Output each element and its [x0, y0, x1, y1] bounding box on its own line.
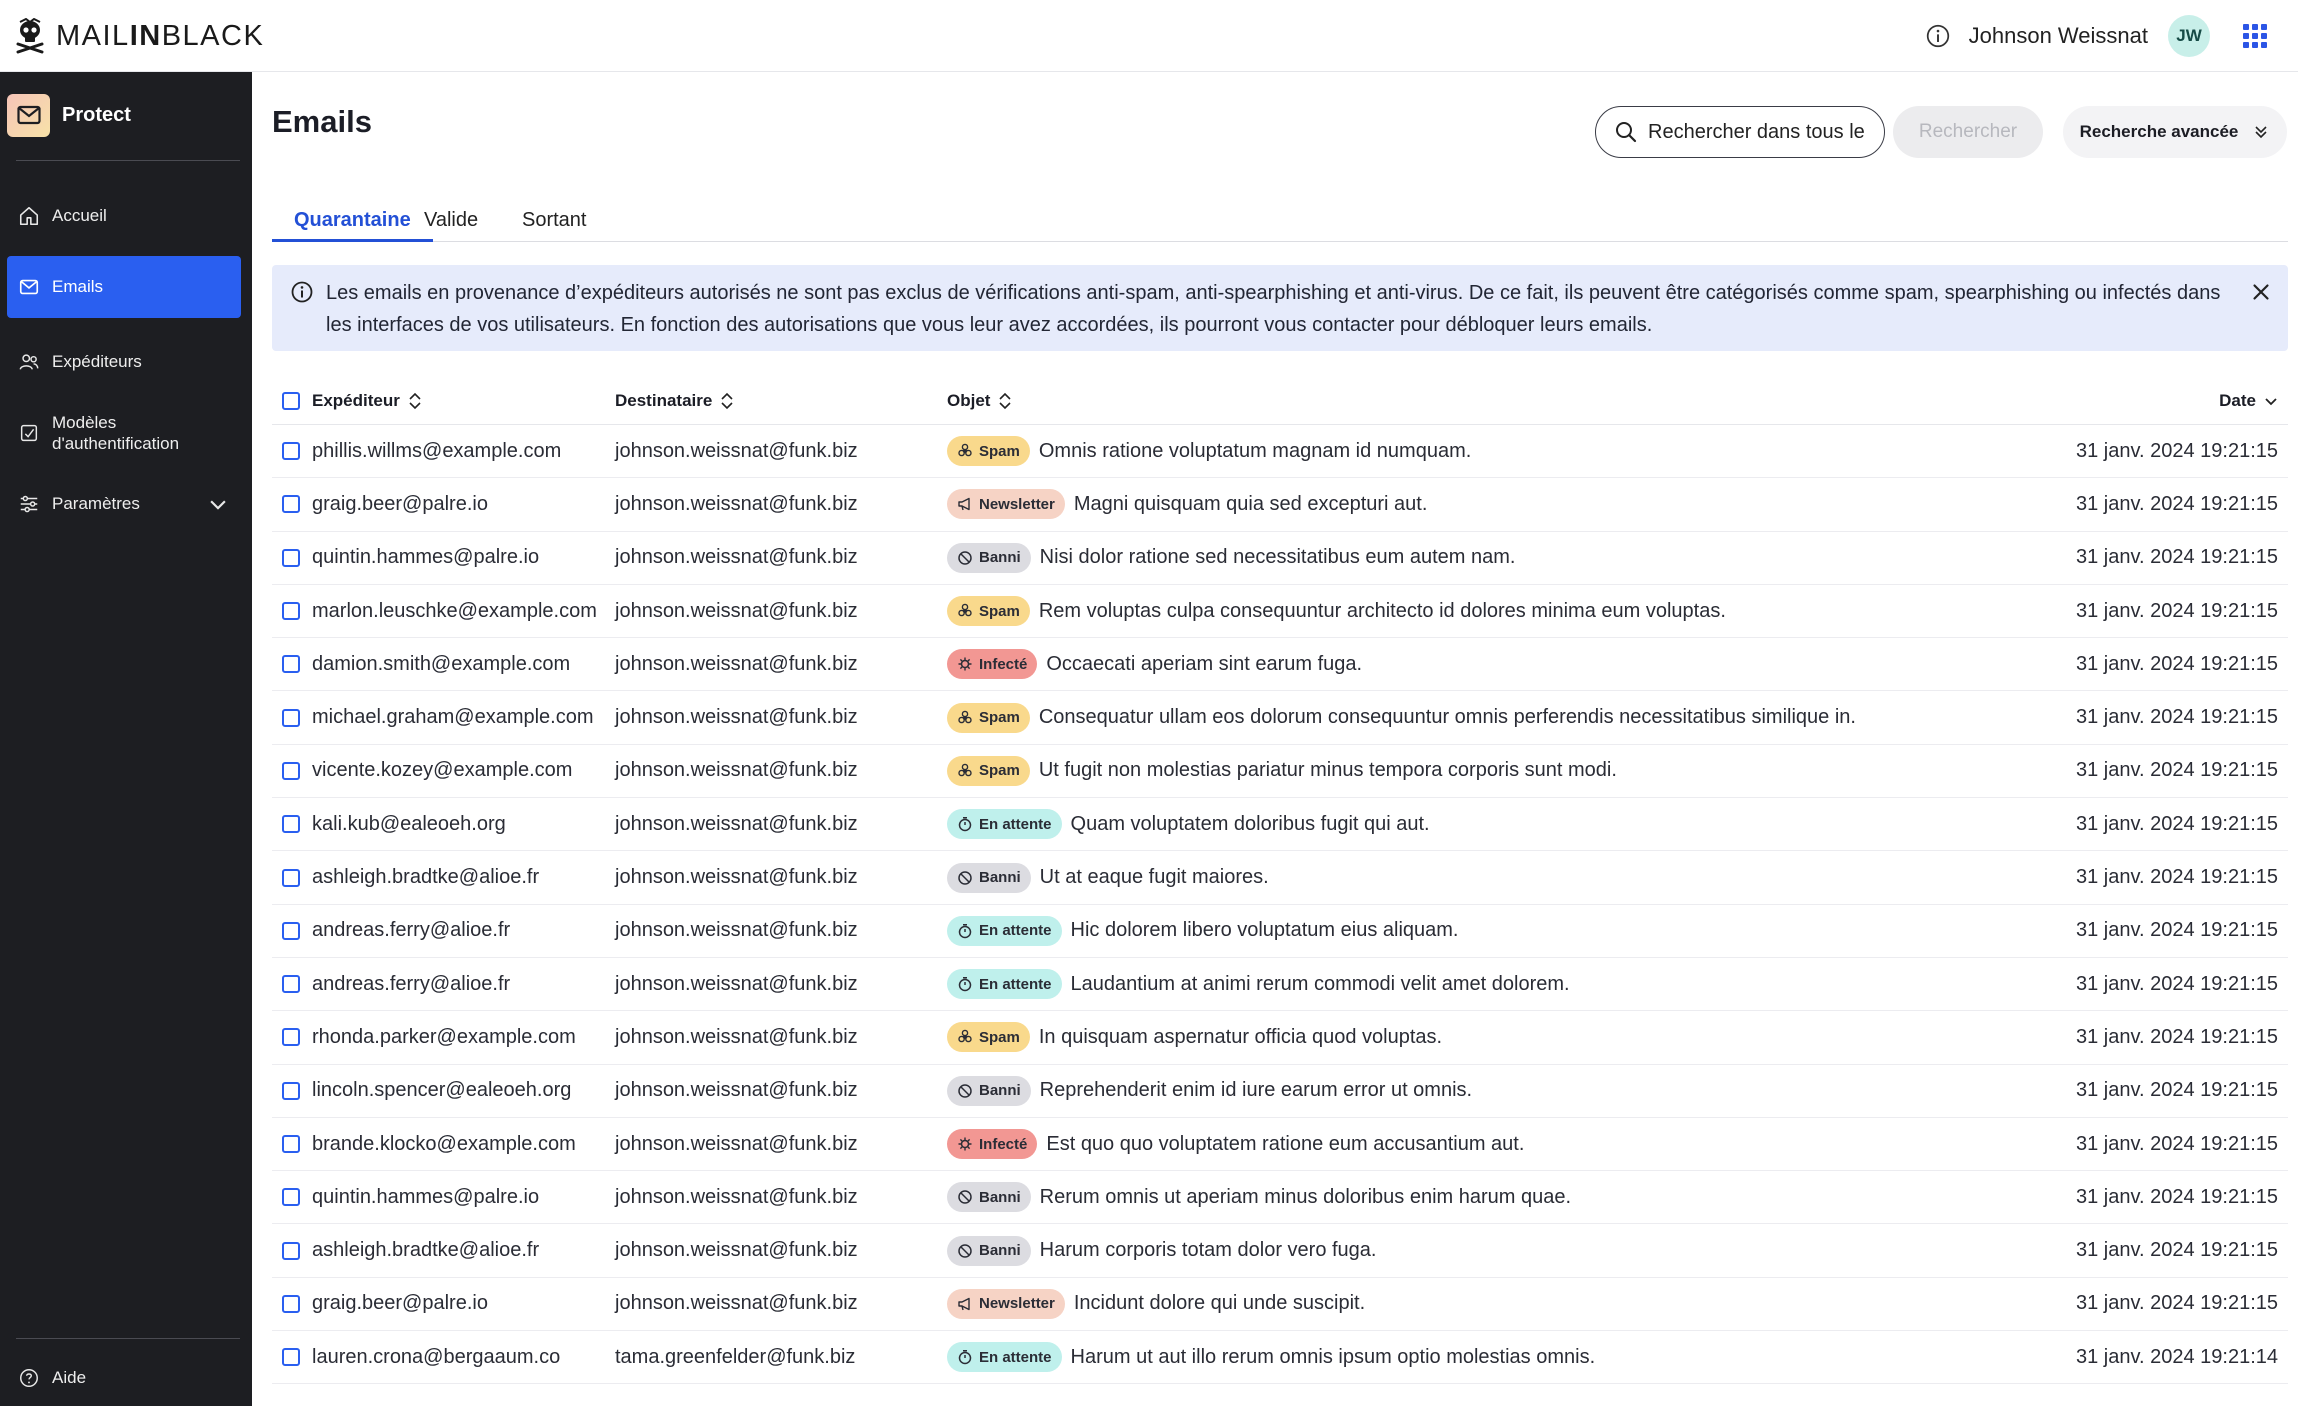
status-badge [947, 756, 1030, 786]
product-badge [7, 94, 50, 137]
timer-icon [957, 1349, 973, 1365]
date-cell: 31 janv. 2024 19:21:14 [2075, 1345, 2278, 1368]
sender-cell: rhonda.parker@example.com [312, 1025, 576, 1048]
status-badge-label: Spam [979, 762, 1020, 780]
subject-text: Harum corporis totam dolor vero fuga. [1039, 1239, 1377, 1262]
select-all-checkbox[interactable] [282, 392, 300, 410]
user-area [1925, 14, 2270, 58]
main-content [252, 72, 2298, 1406]
table-row[interactable] [272, 478, 2288, 531]
row-checkbox[interactable] [282, 1028, 300, 1046]
sort-desc-icon [2264, 391, 2278, 411]
status-badge [947, 969, 1062, 999]
subject-cell [947, 958, 1570, 1010]
ban-icon [957, 1083, 973, 1099]
status-badge-label: Banni [979, 1188, 1021, 1206]
column-label: Expéditeur [312, 391, 400, 410]
status-badge [947, 1076, 1031, 1106]
recipient-cell: johnson.weissnat@funk.biz [615, 439, 858, 462]
subject-cell [947, 1224, 1376, 1276]
sidebar-item-label: Aide [52, 1368, 87, 1387]
status-badge-label: En attente [979, 815, 1052, 833]
sender-cell: phillis.willms@example.com [312, 439, 562, 462]
sort-icon [998, 391, 1012, 411]
sender-cell: lauren.crona@bergaaum.co [312, 1345, 561, 1368]
envelope-icon [17, 105, 41, 125]
subject-cell [947, 425, 1471, 477]
advanced-search-label: Recherche avancée [2079, 122, 2239, 141]
sliders-icon [18, 493, 40, 515]
recipient-cell: johnson.weissnat@funk.biz [615, 546, 858, 569]
brand-logo[interactable] [14, 16, 264, 56]
subject-cell [947, 1011, 1442, 1063]
status-badge-label: Infecté [979, 655, 1028, 673]
sort-icon [720, 391, 734, 411]
tab-valide[interactable]: Valide [424, 209, 479, 231]
column-header-date[interactable] [2219, 377, 2278, 425]
subject-text: Harum ut aut illo rerum omnis ipsum optio molestias omnis. [1070, 1345, 1596, 1368]
subject-cell [947, 798, 1430, 850]
status-badge-label: Banni [979, 869, 1021, 887]
date-cell: 31 janv. 2024 19:21:15 [2075, 1239, 2278, 1262]
tab-quarantaine[interactable]: Quarantaine [272, 202, 433, 242]
avatar[interactable]: JW [2168, 15, 2210, 57]
sender-cell: quintin.hammes@palre.io [312, 1185, 540, 1208]
status-badge-label: Banni [979, 1082, 1021, 1100]
product-name: Protect [62, 103, 131, 126]
top-bar [0, 0, 2298, 72]
date-cell: 31 janv. 2024 19:21:15 [2075, 812, 2278, 835]
subject-text: Nisi dolor ratione sed necessitatibus eum autem nam. [1039, 546, 1516, 569]
brand-wordmark: MAILINBLACK [56, 19, 265, 52]
table-row[interactable] [272, 958, 2288, 1011]
sender-cell: andreas.ferry@alioe.fr [312, 972, 511, 995]
recipient-cell: johnson.weissnat@funk.biz [615, 1025, 858, 1048]
biohazard-icon [957, 763, 973, 779]
subject-cell [947, 851, 1269, 903]
sender-cell: vicente.kozey@example.com [312, 759, 573, 782]
recipient-cell: johnson.weissnat@funk.biz [615, 1079, 858, 1102]
table-row[interactable] [272, 1224, 2288, 1277]
row-checkbox[interactable] [282, 1188, 300, 1206]
search-field[interactable] [1595, 106, 1885, 158]
sender-cell: quintin.hammes@palre.io [312, 546, 540, 569]
date-cell: 31 janv. 2024 19:21:15 [2075, 652, 2278, 675]
date-cell: 31 janv. 2024 19:21:15 [2075, 599, 2278, 622]
column-label: Objet [947, 391, 991, 410]
status-badge [947, 1236, 1031, 1266]
date-cell: 31 janv. 2024 19:21:15 [2075, 1185, 2278, 1208]
status-badge-label: Infecté [979, 1135, 1028, 1153]
row-checkbox[interactable] [282, 1348, 300, 1366]
date-cell: 31 janv. 2024 19:21:15 [2075, 439, 2278, 462]
status-badge [947, 1129, 1037, 1159]
subject-text: Quam voluptatem doloribus fugit qui aut. [1070, 812, 1430, 835]
subject-text: Ut fugit non molestias pariatur minus tempora corporis sunt modi. [1038, 759, 1617, 782]
search-icon [1614, 120, 1638, 144]
table-row[interactable] [272, 745, 2288, 798]
users-icon [18, 351, 40, 373]
table-row[interactable] [272, 425, 2288, 478]
subject-text: Occaecati aperiam sint earum fuga. [1046, 652, 1363, 675]
date-cell: 31 janv. 2024 19:21:15 [2075, 706, 2278, 729]
subject-text: Magni quisquam quia sed excepturi aut. [1073, 492, 1428, 515]
row-checkbox[interactable] [282, 495, 300, 513]
status-badge-label: Banni [979, 549, 1021, 567]
status-badge-label: Newsletter [979, 1295, 1055, 1313]
status-badge [947, 863, 1031, 893]
status-badge [947, 1289, 1065, 1319]
sidebar-item-emails[interactable] [7, 256, 241, 318]
row-checkbox[interactable] [282, 762, 300, 780]
row-checkbox[interactable] [282, 922, 300, 940]
product-switcher[interactable] [7, 92, 131, 138]
sidebar-item-label: Accueil [52, 206, 107, 225]
table-row[interactable] [272, 1065, 2288, 1118]
ban-icon [957, 550, 973, 566]
status-badge-label: Spam [979, 602, 1020, 620]
help-icon [18, 1367, 40, 1389]
status-badge-label: En attente [979, 922, 1052, 940]
biohazard-icon [957, 443, 973, 459]
status-badge [947, 1182, 1031, 1212]
recipient-cell: johnson.weissnat@funk.biz [615, 652, 858, 675]
column-label: Destinataire [615, 391, 713, 410]
table-row[interactable] [272, 1011, 2288, 1064]
search-button[interactable]: Rechercher [1893, 106, 2043, 158]
column-header-expediteur[interactable] [312, 377, 422, 425]
table-row[interactable] [272, 851, 2288, 904]
status-badge-label: En attente [979, 975, 1052, 993]
status-badge [947, 489, 1065, 519]
date-cell: 31 janv. 2024 19:21:15 [2075, 1025, 2278, 1048]
subject-text: Hic dolorem libero voluptatum eius aliquam. [1070, 919, 1459, 942]
sender-cell: lincoln.spencer@ealeoeh.org [312, 1079, 572, 1102]
status-badge [947, 436, 1030, 466]
recipient-cell: johnson.weissnat@funk.biz [615, 759, 858, 782]
timer-icon [957, 816, 973, 832]
mail-icon [18, 276, 40, 298]
subject-text: Laudantium at animi rerum commodi velit amet dolorem. [1070, 972, 1570, 995]
sender-cell: kali.kub@ealeoeh.org [312, 812, 506, 835]
subject-cell [947, 1065, 1472, 1117]
status-badge-label: Spam [979, 709, 1020, 727]
recipient-cell: johnson.weissnat@funk.biz [615, 706, 858, 729]
subject-text: Est quo quo voluptatem ratione eum accusantium aut. [1046, 1132, 1525, 1155]
subject-cell [947, 1278, 1365, 1330]
sidebar-divider [16, 160, 240, 161]
table-row[interactable] [272, 585, 2288, 638]
date-cell: 31 janv. 2024 19:21:15 [2075, 546, 2278, 569]
recipient-cell: johnson.weissnat@funk.biz [615, 1292, 858, 1315]
user-name[interactable]: Johnson Weissnat [1968, 23, 2148, 48]
date-cell: 31 janv. 2024 19:21:15 [2075, 492, 2278, 515]
subject-cell [947, 585, 1726, 637]
advanced-search-button[interactable] [2063, 106, 2287, 158]
sender-cell: ashleigh.bradtke@alioe.fr [312, 866, 540, 889]
status-badge [947, 809, 1062, 839]
table-row[interactable] [272, 532, 2288, 585]
sidebar-item-expediteurs[interactable] [7, 338, 241, 386]
chevron-down-icon [207, 493, 229, 515]
subject-cell [947, 1118, 1524, 1170]
sidebar-item-accueil[interactable] [7, 192, 241, 240]
sidebar-item-label: Paramètres [52, 494, 140, 513]
recipient-cell: johnson.weissnat@funk.biz [615, 1132, 858, 1155]
sender-cell: michael.graham@example.com [312, 706, 594, 729]
date-cell: 31 janv. 2024 19:21:15 [2075, 1079, 2278, 1102]
megaphone-icon [957, 1296, 973, 1312]
tab-bar [272, 202, 2288, 242]
row-checkbox[interactable] [282, 1135, 300, 1153]
sidebar-item-label: Emails [52, 277, 104, 296]
status-badge-label: Spam [979, 1028, 1020, 1046]
recipient-cell: johnson.weissnat@funk.biz [615, 972, 858, 995]
timer-icon [957, 976, 973, 992]
subject-cell [947, 1331, 1595, 1383]
subject-text: Ut at eaque fugit maiores. [1039, 866, 1269, 889]
sender-cell: graig.beer@palre.io [312, 1292, 488, 1315]
status-badge [947, 1022, 1030, 1052]
emails-table [272, 377, 2288, 1384]
sort-icon [408, 391, 422, 411]
recipient-cell: tama.greenfelder@funk.biz [615, 1345, 856, 1368]
home-icon [18, 205, 40, 227]
info-icon[interactable] [1925, 23, 1951, 49]
skull-logo-icon [14, 18, 46, 54]
sender-cell: brande.klocko@example.com [312, 1132, 576, 1155]
recipient-cell: johnson.weissnat@funk.biz [615, 492, 858, 515]
sender-cell: andreas.ferry@alioe.fr [312, 919, 511, 942]
row-checkbox[interactable] [282, 1082, 300, 1100]
row-checkbox[interactable] [282, 1242, 300, 1260]
recipient-cell: johnson.weissnat@funk.biz [615, 599, 858, 622]
ban-icon [957, 870, 973, 886]
template-icon [18, 422, 40, 444]
row-checkbox[interactable] [282, 1295, 300, 1313]
sidebar-item-label: Modèles d'authentification [52, 413, 180, 453]
status-badge-label: En attente [979, 1348, 1052, 1366]
date-cell: 31 janv. 2024 19:21:15 [2075, 919, 2278, 942]
subject-text: Reprehenderit enim id iure earum error ut omnis. [1039, 1079, 1473, 1102]
sender-cell: graig.beer@palre.io [312, 492, 488, 515]
status-badge-label: Newsletter [979, 495, 1055, 513]
status-badge [947, 543, 1031, 573]
status-badge-label: Banni [979, 1242, 1021, 1260]
subject-cell [947, 478, 1427, 530]
row-checkbox[interactable] [282, 442, 300, 460]
subject-text: Incidunt dolore qui unde suscipit. [1073, 1292, 1366, 1315]
table-row[interactable] [272, 1171, 2288, 1224]
status-badge-label: Spam [979, 442, 1020, 460]
recipient-cell: johnson.weissnat@funk.biz [615, 1185, 858, 1208]
table-row[interactable] [272, 798, 2288, 851]
biohazard-icon [957, 603, 973, 619]
status-badge [947, 916, 1062, 946]
status-badge [947, 596, 1030, 626]
column-header-objet[interactable] [947, 377, 1012, 425]
tab-sortant[interactable]: Sortant [522, 209, 587, 231]
subject-cell [947, 532, 1515, 584]
page-title: Emails [272, 104, 372, 139]
table-row[interactable] [272, 1331, 2288, 1384]
date-cell: 31 janv. 2024 19:21:15 [2075, 759, 2278, 782]
status-badge [947, 1342, 1062, 1372]
subject-cell [947, 691, 1856, 743]
subject-text: Consequatur ullam eos dolorum consequuntur omnis perferendis necessitatibus similique in. [1038, 706, 1856, 729]
sidebar [0, 72, 252, 1406]
subject-text: Omnis ratione voluptatum magnam id numquam. [1038, 439, 1472, 462]
row-checkbox[interactable] [282, 549, 300, 567]
row-checkbox[interactable] [282, 709, 300, 727]
subject-cell [947, 745, 1617, 797]
row-checkbox[interactable] [282, 655, 300, 673]
column-label: Date [2219, 391, 2256, 410]
sender-cell: marlon.leuschke@example.com [312, 599, 597, 622]
table-row[interactable] [272, 1118, 2288, 1171]
biohazard-icon [957, 1029, 973, 1045]
sidebar-item-parametres[interactable] [7, 480, 241, 528]
recipient-cell: johnson.weissnat@funk.biz [615, 919, 858, 942]
subject-cell [947, 905, 1458, 957]
table-row[interactable] [272, 1278, 2288, 1331]
subject-text: Rerum omnis ut aperiam minus doloribus enim harum quae. [1039, 1185, 1572, 1208]
recipient-cell: johnson.weissnat@funk.biz [615, 812, 858, 835]
row-checkbox[interactable] [282, 815, 300, 833]
table-header [272, 377, 2288, 425]
apps-grid-icon[interactable] [2240, 21, 2270, 51]
info-icon [290, 280, 314, 304]
close-icon[interactable] [2248, 279, 2274, 305]
subject-cell [947, 1171, 1571, 1223]
subject-cell [947, 638, 1362, 690]
status-badge [947, 703, 1030, 733]
sender-cell: ashleigh.bradtke@alioe.fr [312, 1239, 540, 1262]
sidebar-divider [16, 1338, 240, 1339]
timer-icon [957, 923, 973, 939]
status-badge [947, 649, 1037, 679]
table-row[interactable] [272, 905, 2288, 958]
chevrons-down-icon [2252, 123, 2270, 141]
ban-icon [957, 1243, 973, 1259]
info-banner-text: Les emails en provenance d’expéditeurs autorisés ne sont pas exclus de vérifications anti-spam, anti-spearphishing et anti-virus. De ce fait, ils peuvent être catégorisés comme spam, spearphishing ou infectés dans les interfaces de vos utilisateurs. En fonction des autorisations que vous leur avez accordées, ils pourront vous contacter pour débloquer leurs emails. [326, 282, 2221, 336]
column-header-destinataire[interactable] [615, 377, 734, 425]
info-banner [272, 265, 2288, 351]
date-cell: 31 janv. 2024 19:21:15 [2075, 972, 2278, 995]
table-row[interactable] [272, 638, 2288, 691]
recipient-cell: johnson.weissnat@funk.biz [615, 866, 858, 889]
ban-icon [957, 1189, 973, 1205]
table-row[interactable] [272, 691, 2288, 744]
row-checkbox[interactable] [282, 869, 300, 887]
sidebar-item-aide[interactable] [7, 1358, 241, 1398]
biohazard-icon [957, 710, 973, 726]
recipient-cell: johnson.weissnat@funk.biz [615, 1239, 858, 1262]
search-input[interactable] [1648, 121, 1868, 144]
table-body [272, 425, 2288, 1384]
megaphone-icon [957, 496, 973, 512]
date-cell: 31 janv. 2024 19:21:15 [2075, 866, 2278, 889]
virus-icon [957, 1136, 973, 1152]
row-checkbox[interactable] [282, 602, 300, 620]
subject-text: Rem voluptas culpa consequuntur architecto id dolores minima eum voluptas. [1038, 599, 1726, 622]
date-cell: 31 janv. 2024 19:21:15 [2075, 1292, 2278, 1315]
sidebar-item-modeles[interactable] [7, 402, 241, 464]
subject-text: In quisquam aspernatur officia quod voluptas. [1038, 1025, 1443, 1048]
virus-icon [957, 656, 973, 672]
sender-cell: damion.smith@example.com [312, 652, 571, 675]
sidebar-item-label: Expéditeurs [52, 352, 142, 371]
row-checkbox[interactable] [282, 975, 300, 993]
date-cell: 31 janv. 2024 19:21:15 [2075, 1132, 2278, 1155]
